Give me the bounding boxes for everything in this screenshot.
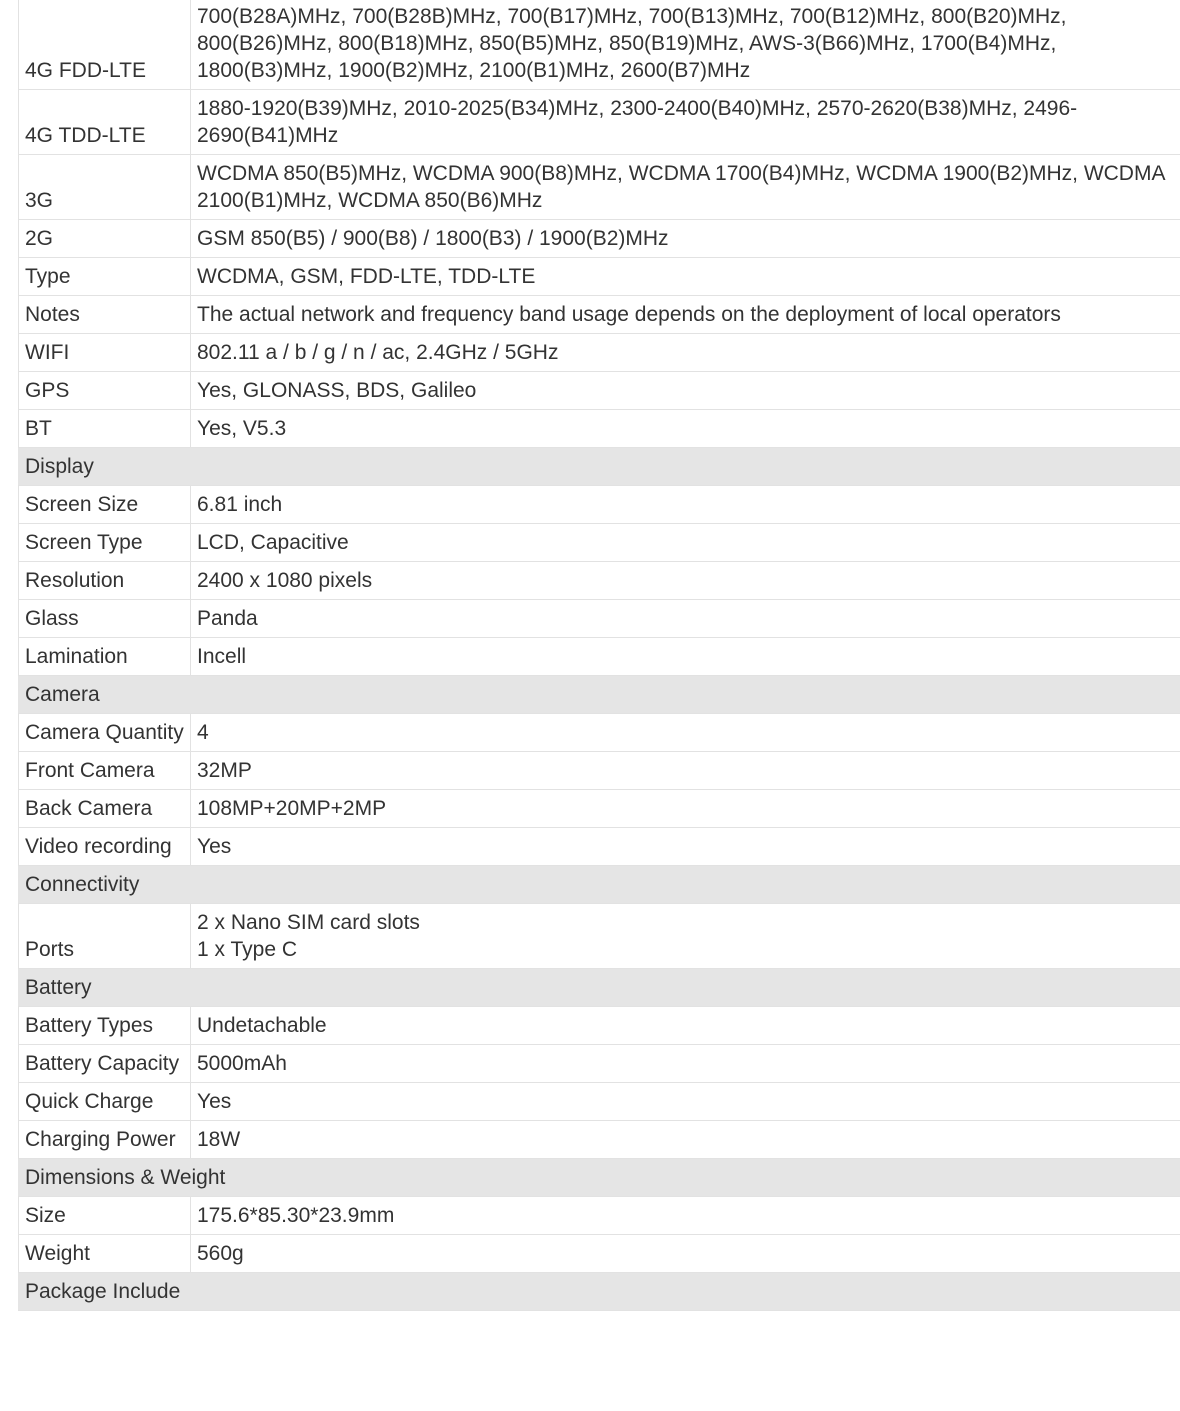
spec-label: WIFI bbox=[19, 334, 191, 372]
spec-label: Back Camera bbox=[19, 790, 191, 828]
spec-value: Undetachable bbox=[191, 1007, 1180, 1045]
spec-table-body bbox=[19, 0, 1180, 1311]
spec-value: WCDMA, GSM, FDD-LTE, TDD-LTE bbox=[191, 258, 1180, 296]
spec-row bbox=[19, 1083, 1180, 1121]
spec-row bbox=[19, 90, 1180, 155]
spec-label: Charging Power bbox=[19, 1121, 191, 1159]
spec-row bbox=[19, 1197, 1180, 1235]
spec-label: Lamination bbox=[19, 638, 191, 676]
spec-label: Battery Types bbox=[19, 1007, 191, 1045]
spec-value: 5000mAh bbox=[191, 1045, 1180, 1083]
spec-row bbox=[19, 258, 1180, 296]
spec-row bbox=[19, 0, 1180, 90]
spec-value: Panda bbox=[191, 600, 1180, 638]
spec-row bbox=[19, 296, 1180, 334]
spec-row bbox=[19, 1007, 1180, 1045]
spec-row bbox=[19, 155, 1180, 220]
spec-row bbox=[19, 752, 1180, 790]
spec-value: 1880-1920(B39)MHz, 2010-2025(B34)MHz, 2300-2400(B40)MHz, 2570-2620(B38)MHz, 2496-2690(B41)MHz bbox=[191, 90, 1180, 155]
section-header: Camera bbox=[19, 676, 1180, 714]
spec-label: 2G bbox=[19, 220, 191, 258]
spec-label: Resolution bbox=[19, 562, 191, 600]
spec-row bbox=[19, 1235, 1180, 1273]
section-header: Display bbox=[19, 448, 1180, 486]
spec-row bbox=[19, 220, 1180, 258]
spec-value: Yes bbox=[191, 1083, 1180, 1121]
spec-row bbox=[19, 1045, 1180, 1083]
spec-value: Yes bbox=[191, 828, 1180, 866]
spec-value: 802.11 a / b / g / n / ac, 2.4GHz / 5GHz bbox=[191, 334, 1180, 372]
spec-label: Notes bbox=[19, 296, 191, 334]
section-header: Connectivity bbox=[19, 866, 1180, 904]
spec-row bbox=[19, 562, 1180, 600]
section-header: Dimensions & Weight bbox=[19, 1159, 1180, 1197]
spec-value: 6.81 inch bbox=[191, 486, 1180, 524]
section-header-row bbox=[19, 1159, 1180, 1197]
spec-row bbox=[19, 486, 1180, 524]
spec-label: Battery Capacity bbox=[19, 1045, 191, 1083]
spec-label: Ports bbox=[19, 904, 191, 969]
spec-row bbox=[19, 600, 1180, 638]
spec-label: Quick Charge bbox=[19, 1083, 191, 1121]
section-header-row bbox=[19, 1273, 1180, 1311]
spec-value: 4 bbox=[191, 714, 1180, 752]
spec-value: Yes, V5.3 bbox=[191, 410, 1180, 448]
spec-value: Yes, GLONASS, BDS, Galileo bbox=[191, 372, 1180, 410]
spec-value: The actual network and frequency band usage depends on the deployment of local operators bbox=[191, 296, 1180, 334]
section-header-row bbox=[19, 448, 1180, 486]
spec-value: GSM 850(B5) / 900(B8) / 1800(B3) / 1900(B2)MHz bbox=[191, 220, 1180, 258]
spec-row bbox=[19, 524, 1180, 562]
spec-table bbox=[18, 0, 1180, 1311]
spec-value: Incell bbox=[191, 638, 1180, 676]
spec-row bbox=[19, 828, 1180, 866]
spec-label: 3G bbox=[19, 155, 191, 220]
spec-value: LCD, Capacitive bbox=[191, 524, 1180, 562]
section-header-row bbox=[19, 676, 1180, 714]
section-header-row bbox=[19, 969, 1180, 1007]
spec-row bbox=[19, 1121, 1180, 1159]
spec-value: 560g bbox=[191, 1235, 1180, 1273]
spec-row bbox=[19, 638, 1180, 676]
spec-row bbox=[19, 410, 1180, 448]
spec-value: 108MP+20MP+2MP bbox=[191, 790, 1180, 828]
spec-row bbox=[19, 334, 1180, 372]
spec-label: Screen Size bbox=[19, 486, 191, 524]
spec-label: Type bbox=[19, 258, 191, 296]
spec-label: Video recording bbox=[19, 828, 191, 866]
spec-value: 2 x Nano SIM card slots 1 x Type C bbox=[191, 904, 1180, 969]
spec-value: 700(B28A)MHz, 700(B28B)MHz, 700(B17)MHz, 700(B13)MHz, 700(B12)MHz, 800(B20)MHz, 800(B26)MHz, 800(B18)MHz, 850(B5)MHz, 850(B19)MHz, AWS-3(B66)MHz, 1700(B4)MHz, 1800(B3)MHz, 1900(B2)MHz, 2100(B1)MHz, 2600(B7)MHz bbox=[191, 0, 1180, 90]
spec-value: 32MP bbox=[191, 752, 1180, 790]
spec-label: 4G TDD-LTE bbox=[19, 90, 191, 155]
spec-value: 2400 x 1080 pixels bbox=[191, 562, 1180, 600]
spec-label: GPS bbox=[19, 372, 191, 410]
spec-value: 18W bbox=[191, 1121, 1180, 1159]
spec-label: Weight bbox=[19, 1235, 191, 1273]
spec-label: Screen Type bbox=[19, 524, 191, 562]
spec-label: Glass bbox=[19, 600, 191, 638]
section-header: Package Include bbox=[19, 1273, 1180, 1311]
spec-label: 4G FDD-LTE bbox=[19, 0, 191, 90]
section-header-row bbox=[19, 866, 1180, 904]
spec-value: 175.6*85.30*23.9mm bbox=[191, 1197, 1180, 1235]
section-header: Battery bbox=[19, 969, 1180, 1007]
spec-label: BT bbox=[19, 410, 191, 448]
spec-value: WCDMA 850(B5)MHz, WCDMA 900(B8)MHz, WCDMA 1700(B4)MHz, WCDMA 1900(B2)MHz, WCDMA 2100(B1)MHz, WCDMA 850(B6)MHz bbox=[191, 155, 1180, 220]
spec-row bbox=[19, 372, 1180, 410]
spec-label: Camera Quantity bbox=[19, 714, 191, 752]
spec-row bbox=[19, 904, 1180, 969]
spec-label: Size bbox=[19, 1197, 191, 1235]
spec-row bbox=[19, 714, 1180, 752]
spec-row bbox=[19, 790, 1180, 828]
spec-label: Front Camera bbox=[19, 752, 191, 790]
